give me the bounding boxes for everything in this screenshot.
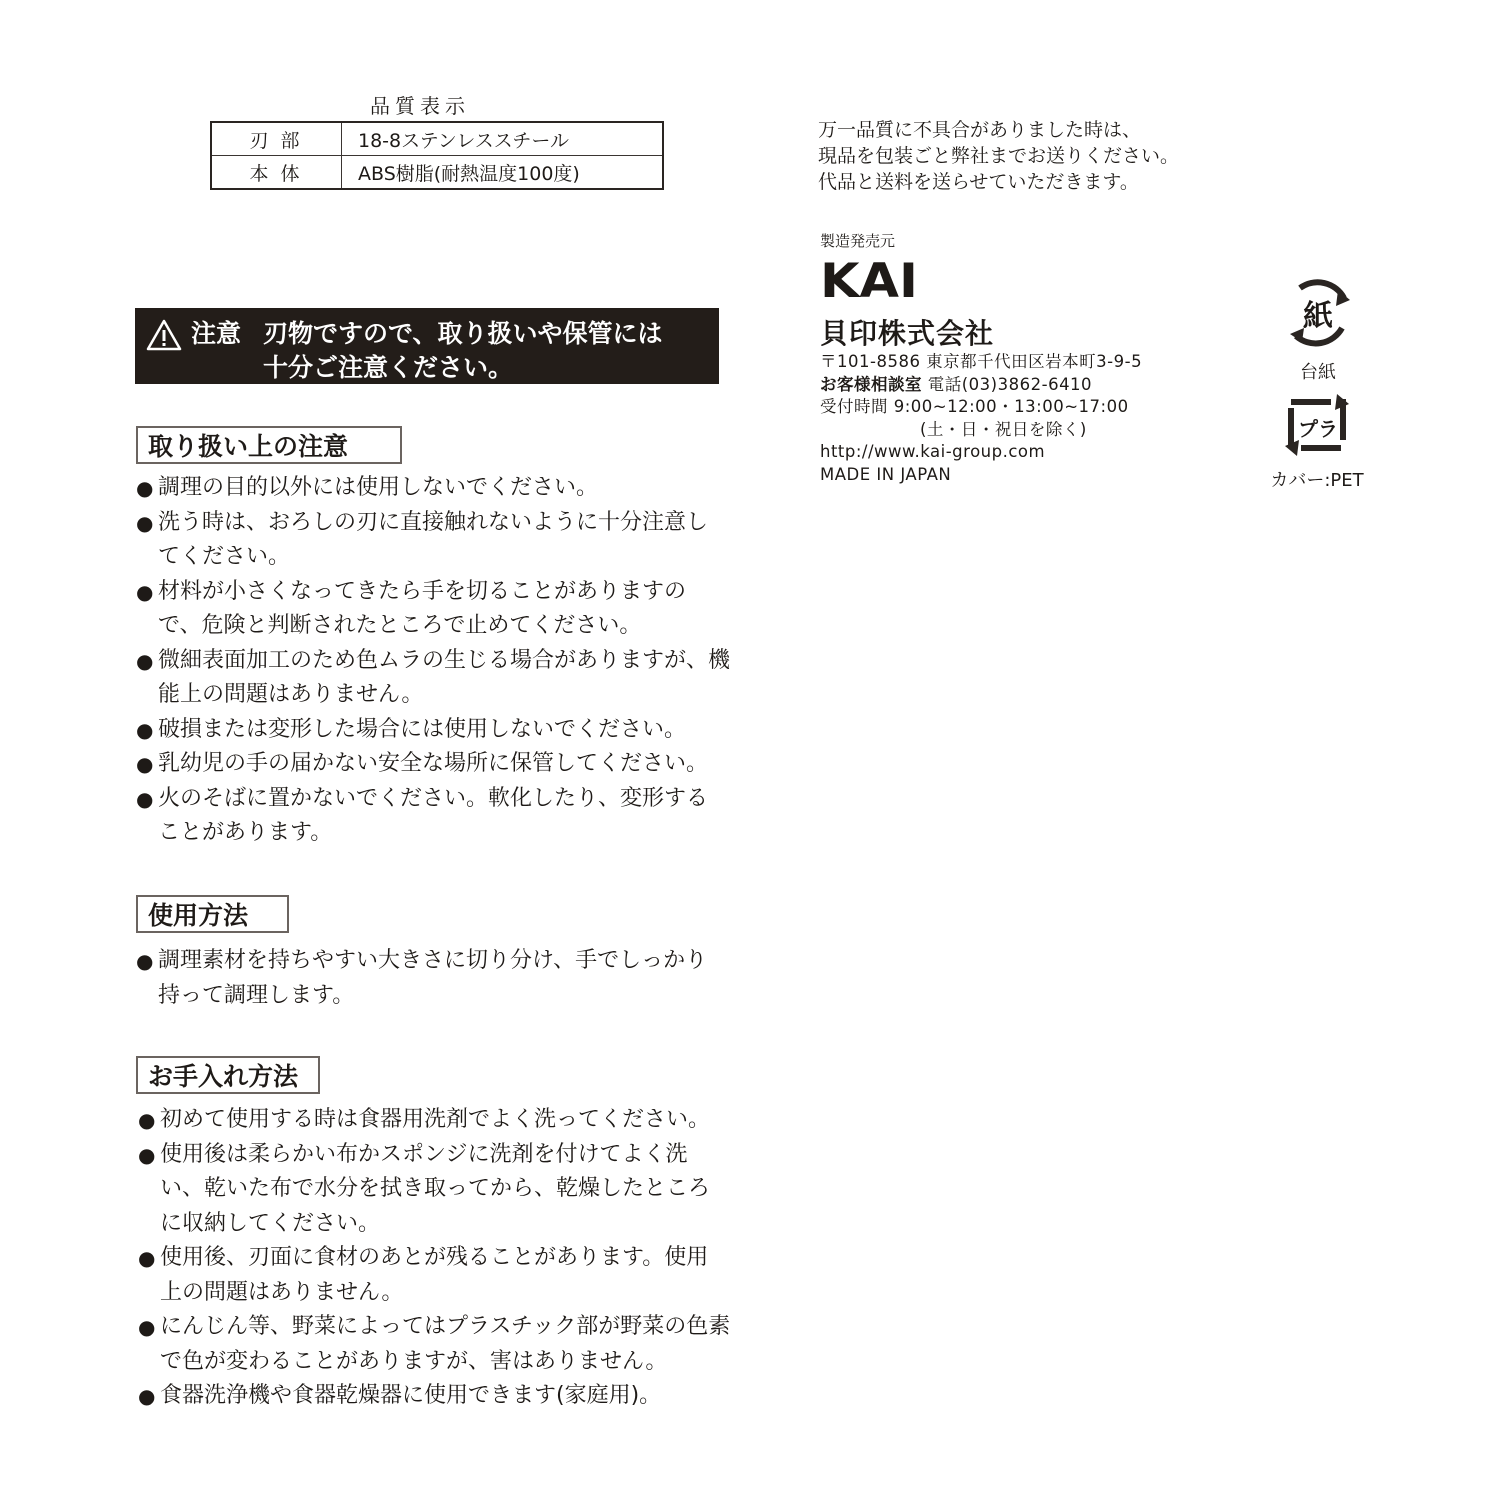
kai-logo-text: KAI <box>820 258 918 300</box>
defect-notice-line: 現品を包装ごと弊社までお送りください。 <box>818 145 1180 167</box>
quality-label: 本体 <box>211 156 342 190</box>
list-item: ● 微細表面加工のため色ムラの生じる場合がありますが、機能上の問題はありません。 <box>136 644 738 713</box>
quality-value: 18-8ステンレススチール <box>342 122 664 156</box>
care-list <box>138 1103 738 1414</box>
list-item: ● 初めて使用する時は食器用洗剤でよく洗ってください。 <box>138 1103 738 1138</box>
list-item: ● にんじん等、野菜によってはプラスチック部が野菜の色素で色が変わることがありますが、害はありません。 <box>138 1310 740 1379</box>
list-item: ● 使用後、刃面に食材のあとが残ることがあります。使用上の問題はありません。 <box>138 1241 720 1310</box>
maker-label: 製造発売元 <box>820 232 896 250</box>
list-item: ● 乳幼児の手の届かない安全な場所に保管してください。 <box>136 747 736 782</box>
handling-list <box>136 471 736 851</box>
origin: MADE IN JAPAN <box>820 464 952 484</box>
list-item: ● 火のそばに置かないでください。軟化したり、変形することがあります。 <box>136 782 728 851</box>
quality-table <box>210 121 664 190</box>
warning-banner <box>135 308 719 384</box>
warning-text-line1: 刃物ですので、取り扱いや保管には <box>263 319 663 348</box>
plastic-mark-text: プラ <box>1298 417 1338 441</box>
list-item: ● 食器洗浄機や食器乾燥器に使用できます(家庭用)。 <box>138 1379 738 1414</box>
consult-line <box>820 374 1142 397</box>
defect-notice <box>818 117 1179 195</box>
section-header-usage: 使用方法 <box>136 895 289 933</box>
paper-mark-text: 紙 <box>1303 299 1333 334</box>
section-header-handling: 取り扱い上の注意 <box>136 426 402 464</box>
phone: 電話(03)3862-6410 <box>927 374 1093 394</box>
list-item: ● 洗う時は、おろしの刃に直接触れないように十分注意してください。 <box>136 506 718 575</box>
defect-notice-line: 万一品質に不具合がありました時は、 <box>818 119 1142 141</box>
table-row <box>211 156 663 190</box>
list-item: ● 調理の目的以外には使用しないでください。 <box>136 471 736 506</box>
quality-label: 刃部 <box>211 122 342 156</box>
quality-value: ABS樹脂(耐熱温度100度) <box>342 156 664 190</box>
paper-caption: 台紙 <box>1300 362 1336 383</box>
warning-triangle-icon <box>145 318 183 352</box>
quality-title: 品質表示 <box>370 94 470 118</box>
hours: 受付時間 9:00~12:00・13:00~17:00 <box>820 397 1129 416</box>
company-details <box>820 351 1142 486</box>
warning-text-line2: 十分ご注意ください。 <box>263 353 514 382</box>
plastic-caption: カバー:PET <box>1270 470 1364 491</box>
paper-recycle-icon <box>1280 276 1356 352</box>
kai-logo <box>820 258 918 300</box>
warning-label: 注意 <box>191 319 242 348</box>
table-row <box>211 122 663 156</box>
usage-list <box>136 944 736 1013</box>
consult-label: お客様相談室 <box>820 374 922 394</box>
list-item: ● 破損または変形した場合には使用しないでください。 <box>136 713 736 748</box>
company-address: 〒101-8586 東京都千代田区岩本町3-9-5 <box>820 352 1143 371</box>
plastic-recycle-icon <box>1281 392 1353 458</box>
closed-days: (土・日・祝日を除く) <box>920 419 1087 439</box>
section-header-care: お手入れ方法 <box>136 1056 320 1094</box>
list-item: ● 調理素材を持ちやすい大きさに切り分け、手でしっかり持って調理します。 <box>136 944 718 1013</box>
company-url[interactable]: http://www.kai-group.com <box>820 442 1046 461</box>
defect-notice-line: 代品と送料を送らせていただきます。 <box>818 171 1139 193</box>
company-name: 貝印株式会社 <box>820 317 995 350</box>
list-item: ● 材料が小さくなってきたら手を切ることがありますので、危険と判断されたところで止めてください。 <box>136 575 718 644</box>
list-item: ● 使用後は柔らかい布かスポンジに洗剤を付けてよく洗い、乾いた布で水分を拭き取ってから、乾燥したところに収納してください。 <box>138 1138 720 1242</box>
